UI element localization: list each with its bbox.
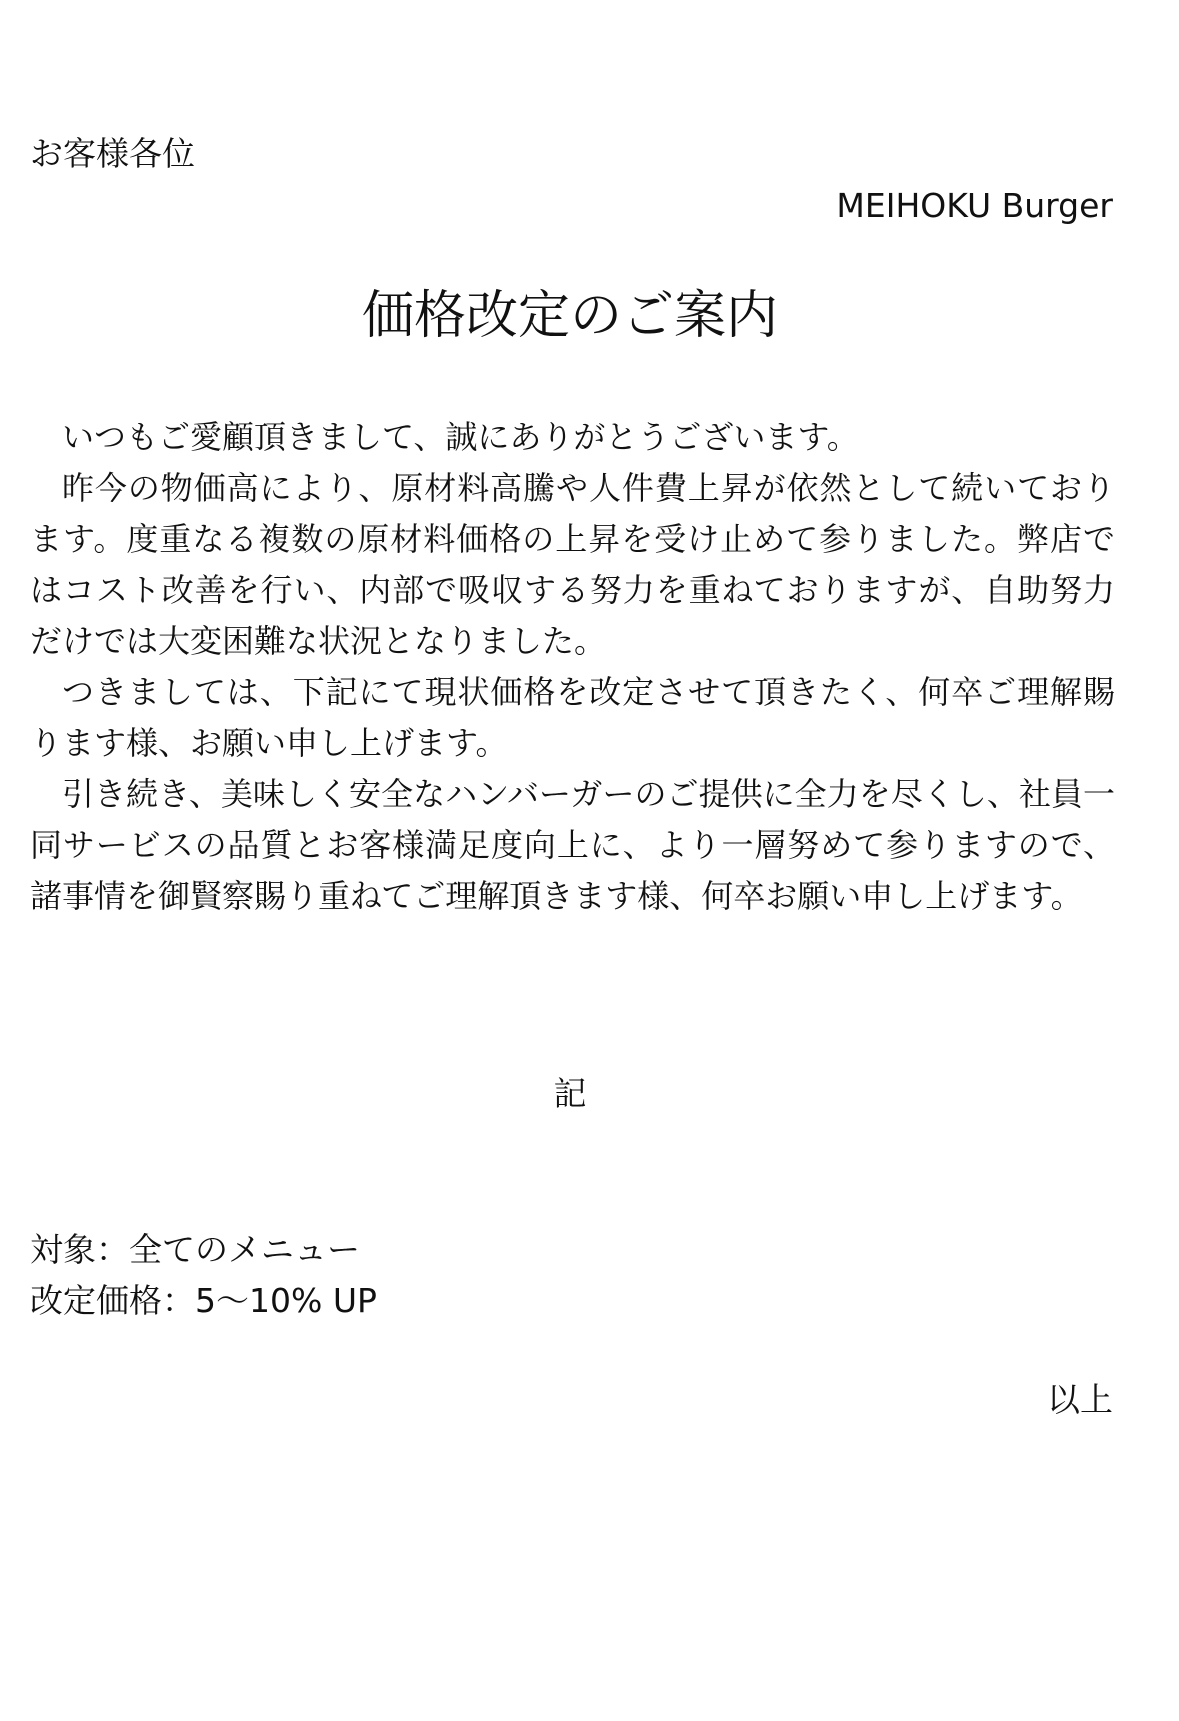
closing-word: 以上 — [1047, 1380, 1113, 1419]
ki-heading: 記 — [553, 1074, 587, 1113]
target-label: 対象： — [30, 1230, 129, 1269]
paragraph-request: つきましては、下記にて現状価格を改定させて頂きたく、何卒ご理解賜ります様、お願い申し上げます。 — [30, 673, 1115, 762]
letter-body — [30, 412, 1115, 922]
price-label: 改定価格： — [30, 1281, 195, 1320]
detail-row-price — [30, 1275, 377, 1326]
price-value: 5〜10% UP — [195, 1281, 377, 1320]
target-value: 全てのメニュー — [129, 1230, 360, 1269]
details-list — [30, 1224, 377, 1326]
sender-name: MEIHOKU Burger — [836, 186, 1113, 225]
addressee: お客様各位 — [30, 134, 195, 173]
document-title: 価格改定のご案内 — [361, 286, 778, 346]
paragraph-greeting: いつもご愛顧頂きまして、誠にありがとうございます。 — [62, 418, 859, 456]
paragraph-reason: 昨今の物価高により、原材料高騰や人件費上昇が依然として続いております。度重なる複数の原材料価格の上昇を受け止めて参りました。弊店ではコスト改善を行い、内部で吸収する努力を重ねておりますが、自助努力だけでは大変困難な状況となりました。 — [30, 469, 1115, 660]
paragraph-commitment: 引き続き、美味しく安全なハンバーガーのご提供に全力を尽くし、社員一同サービスの品質とお客様満足度向上に、より一層努めて参りますので、諸事情を御賢察賜り重ねてご理解頂きます様、何卒お願い申し上げます。 — [30, 775, 1115, 915]
detail-row-target — [30, 1224, 377, 1275]
